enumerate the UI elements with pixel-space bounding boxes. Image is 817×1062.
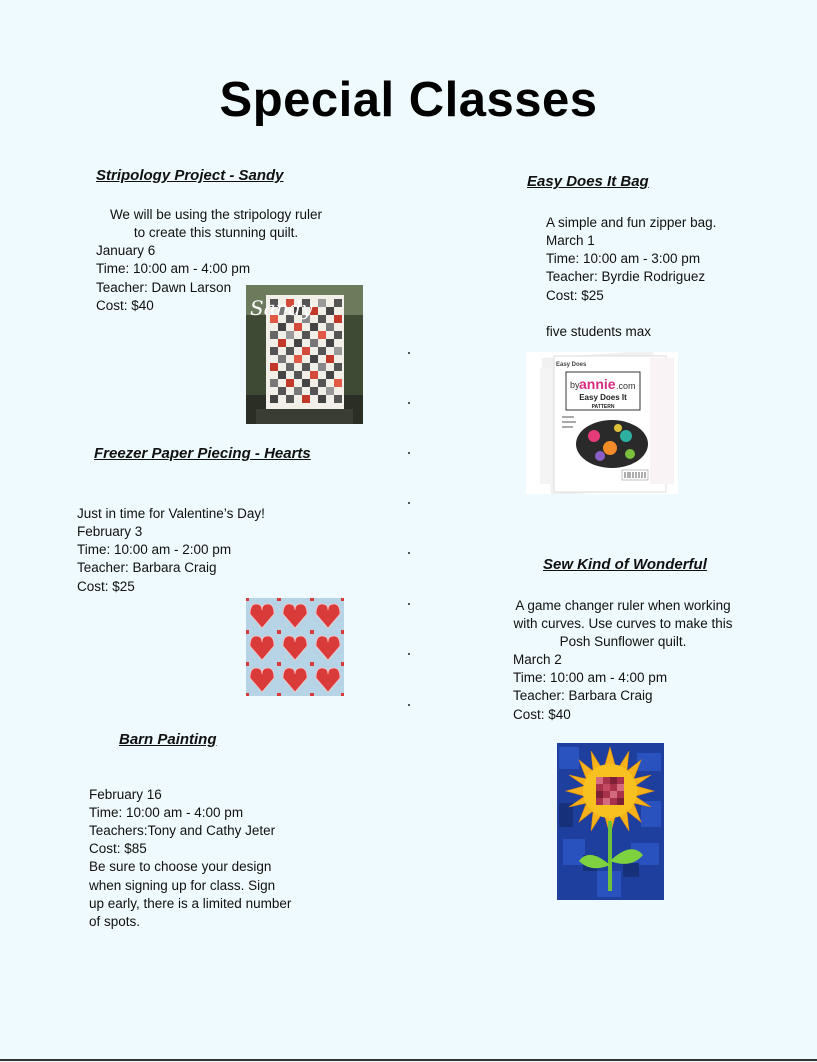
easy-bag-image-brand: annie (579, 376, 616, 392)
sew-kind-date: March 2 (513, 652, 562, 667)
stripology-teacher: Teacher: Dawn Larson (96, 280, 232, 295)
freezer-heading: Freezer Paper Piecing - Hearts (94, 445, 311, 462)
sew-kind-cost: Cost: $40 (513, 707, 571, 722)
sew-kind-time: Time: 10:00 am - 4:00 pm (513, 670, 668, 685)
stripology-heading: Stripology Project - Sandy (96, 167, 284, 184)
barn-note-line3: up early, there is a limited number (89, 896, 292, 911)
sandy-caption: Sandy (250, 296, 313, 320)
page-title: Special Classes (219, 73, 598, 127)
page-bottom-border (0, 1059, 817, 1061)
sew-kind-heading: Sew Kind of Wonderful (543, 556, 707, 573)
separator-dot (408, 452, 410, 454)
separator-dot (408, 552, 410, 554)
barn-cost: Cost: $85 (89, 841, 147, 856)
freezer-cost: Cost: $25 (77, 579, 135, 594)
sew-kind-desc-line3: Posh Sunflower quilt. (559, 634, 687, 649)
stripology-time: Time: 10:00 am - 4:00 pm (96, 261, 251, 276)
separator-dot (408, 704, 410, 706)
easy-bag-heading: Easy Does It Bag (527, 173, 649, 190)
easy-bag-teacher: Teacher: Byrdie Rodriguez (546, 269, 706, 284)
separator-dot (408, 603, 410, 605)
easy-bag-image-brand-suffix: .com (616, 381, 636, 391)
separator-dot (408, 352, 410, 354)
freezer-date: February 3 (77, 524, 143, 539)
easy-bag-image-corner: Easy Does (556, 362, 587, 368)
easy-bag-image-subtitle: PATTERN (591, 404, 615, 410)
barn-date: February 16 (89, 787, 162, 802)
stripology-desc-line2: to create this stunning quilt. (133, 225, 299, 240)
stripology-date: January 6 (96, 243, 156, 258)
easy-bag-image-brand-prefix: by (570, 380, 580, 390)
stripology-desc-line1: We will be using the stripology ruler (109, 207, 323, 222)
separator-dot (408, 653, 410, 655)
easy-bag-desc: A simple and fun zipper bag. (546, 215, 717, 230)
sunflower-quilt-image (557, 743, 664, 900)
hearts-quilt-image (246, 598, 344, 696)
freezer-time: Time: 10:00 am - 2:00 pm (77, 542, 232, 557)
easy-bag-image-title: Easy Does It (579, 393, 627, 402)
easy-bag-time: Time: 10:00 am - 3:00 pm (546, 251, 701, 266)
easy-bag-note: five students max (546, 324, 652, 339)
sew-kind-teacher: Teacher: Barbara Craig (513, 688, 653, 703)
barn-note-line2: when signing up for class. Sign (89, 878, 276, 893)
separator-dot (408, 402, 410, 404)
barn-heading: Barn Painting (119, 731, 217, 748)
easy-bag-cost: Cost: $25 (546, 288, 604, 303)
barn-note-line4: of spots. (89, 914, 141, 929)
barn-note-line1: Be sure to choose your design (89, 859, 272, 874)
easy-bag-pattern-image (526, 352, 678, 494)
sew-kind-desc-line1: A game changer ruler when working (515, 598, 731, 613)
sew-kind-desc-line2: with curves. Use curves to make this (513, 616, 733, 631)
freezer-teacher: Teacher: Barbara Craig (77, 560, 217, 575)
barn-teacher: Teachers:Tony and Cathy Jeter (89, 823, 276, 838)
separator-dot (408, 502, 410, 504)
barn-time: Time: 10:00 am - 4:00 pm (89, 805, 244, 820)
freezer-desc: Just in time for Valentine’s Day! (77, 506, 265, 521)
sandy-quilt-image (246, 285, 363, 424)
easy-bag-date: March 1 (546, 233, 595, 248)
stripology-cost: Cost: $40 (96, 298, 154, 313)
